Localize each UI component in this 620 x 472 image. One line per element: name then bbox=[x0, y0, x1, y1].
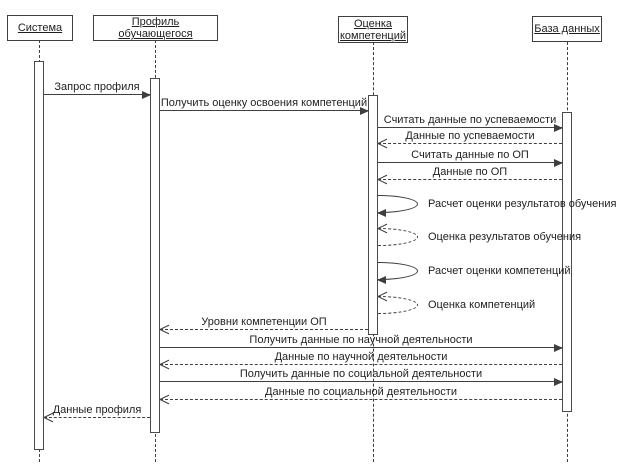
message-label: Данные по ОП bbox=[432, 166, 508, 178]
message-get-competency-assessment bbox=[160, 97, 368, 111]
message-label: Получить оценку освоения компетенций bbox=[160, 97, 368, 109]
message-label: Оценка компетенций bbox=[428, 299, 536, 311]
arrowhead-filled-icon bbox=[142, 91, 151, 99]
actor-label-system: Система bbox=[17, 22, 63, 34]
message-label: Считать данные по ОП bbox=[411, 149, 529, 161]
actor-label-student-profile: Профиль обучающегося bbox=[118, 16, 193, 40]
actor-box-system bbox=[7, 15, 73, 41]
activation-system bbox=[34, 61, 44, 450]
message-label: Расчет оценки результатов обучения bbox=[428, 198, 617, 210]
message-label: Оценка результатов обучения bbox=[428, 231, 582, 243]
message-label: Данные по социальной деятельности bbox=[265, 386, 457, 398]
message-label: Уровни компетенции ОП bbox=[201, 316, 327, 328]
arrowhead-filled-icon bbox=[554, 159, 563, 167]
actor-box-student-profile bbox=[93, 15, 218, 41]
message-read-performance-data bbox=[378, 114, 562, 128]
message-profile-data bbox=[44, 404, 150, 418]
message-get-social-data bbox=[160, 368, 562, 382]
message-op-data bbox=[378, 166, 562, 180]
message-get-research-data bbox=[160, 334, 562, 348]
message-social-data bbox=[160, 386, 562, 400]
actor-box-database bbox=[532, 16, 602, 42]
self-message-competency bbox=[378, 296, 536, 314]
message-label: Данные по успеваемости bbox=[405, 130, 535, 142]
self-message-learning-results bbox=[378, 228, 582, 246]
message-label: Расчет оценки компетенций bbox=[428, 265, 571, 277]
message-label: Получить данные по научной деятельности bbox=[249, 334, 473, 346]
actor-box-competency-assessment bbox=[338, 16, 408, 43]
arrowhead-filled-icon bbox=[377, 209, 386, 217]
message-request-profile bbox=[44, 81, 150, 95]
actor-label-database: База данных bbox=[534, 23, 600, 35]
arrowhead-filled-icon bbox=[554, 344, 563, 352]
arrowhead-filled-icon bbox=[360, 107, 369, 115]
message-read-op-data bbox=[378, 149, 562, 163]
self-message-calc-competency bbox=[378, 262, 571, 280]
activation-database bbox=[562, 112, 572, 412]
activation-student-profile bbox=[150, 78, 160, 433]
actor-label-competency-assessment: Оценка компетенций bbox=[339, 17, 407, 42]
message-research-data bbox=[160, 351, 562, 365]
arrowhead-filled-icon bbox=[554, 378, 563, 386]
message-label: Данные по научной деятельности bbox=[274, 351, 448, 363]
message-label: Данные профиля bbox=[52, 404, 142, 416]
message-label: Считать данные по успеваемости bbox=[383, 114, 557, 126]
arrowhead-filled-icon bbox=[377, 276, 386, 284]
message-label: Получить данные по социальной деятельности bbox=[239, 368, 483, 380]
message-op-competency-levels bbox=[160, 316, 368, 330]
message-label: Запрос профиля bbox=[54, 81, 140, 93]
self-message-calc-learning-results bbox=[378, 195, 617, 213]
arrowhead-filled-icon bbox=[554, 124, 563, 132]
message-performance-data bbox=[378, 130, 562, 144]
